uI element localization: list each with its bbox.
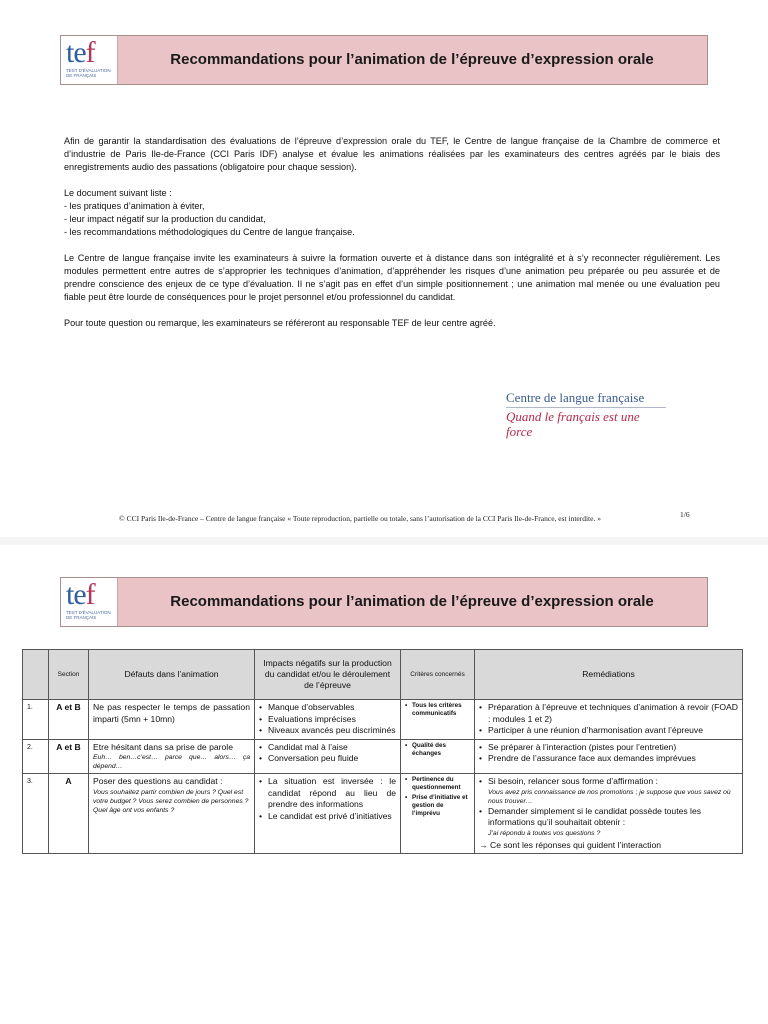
row-section: A [49,774,89,854]
list-item: - les pratiques d’animation à éviter, [64,201,205,211]
col-header-num [23,650,49,700]
intro-paragraph-3: Le Centre de langue française invite les examinateurs à suivre la formation ouverte et à distance dans son intégralité et à s’y reconnecter régulièrement. Les modules permettent entre autres de s’approprier les techniques d’animation, d’appréhender les risques d’une animation peu préparée ou peu assurée et de prendre conscience des enjeux de ce type d’évaluation. Il ne s’agit pas en effet d’un simple positionnement ; une animation mal menée ou une évaluation peu fiable peut être lourde de conséquences pour le projet personnel et/ou professionnel du candidat. [64,253,720,302]
row-defaut: Poser des questions au candidat : Vous souhaitez partir combien de jours ? Quel est votre budget ? Vous serez combien de personnes ? Quel âge ont vos enfants ? [89,774,255,854]
clf-logo: Centre de langue française Quand le français est une force [506,390,666,439]
copyright-footer: © CCI Paris Ile-de-France – Centre de langue française « Toute reproduction, partielle ou totale, sans l’autorisation de la CCI Paris Ile-de-France, est interdite. » [119,514,601,523]
table-row [23,774,743,854]
recommendations-table [22,649,743,854]
page2-header [60,577,708,627]
row-number: 3. [23,774,49,854]
row-defaut: Etre hésitant dans sa prise de parole Euh… ben…c’est… parce que… alors… ça dépend… [89,739,255,774]
intro-text [64,135,720,343]
col-header-impacts: Impacts négatifs sur la production du candidat et/ou le déroulement de l’épreuve [255,650,401,700]
table-header-row [23,650,743,700]
row-remediations: • Préparation à l’épreuve et techniques d’animation à revoir (FOAD : modules 1 et 2) • Participer à une réunion d’harmonisation avant l’épreuve [475,700,743,740]
col-header-criteres: Critères concernés [401,650,475,700]
row-remediations: • Si besoin, relancer sous forme d’affirmation : Vous avez pris connaissance de nos promotions ; je suppose que vous savez où nous trouver… • Demander simplement si le candidat possède toutes les informations qu’il souhaitait obtenir : J’ai répondu à toutes vos questions ? → Ce sont les réponses qui guident l’interaction [475,774,743,854]
row-section: A et B [49,700,89,740]
page-number: 1/6 [680,510,690,519]
row-impacts: • Candidat mal à l’aise • Conversation peu fluide [255,739,401,774]
intro-paragraph-1: Afin de garantir la standardisation des évaluations de l’épreuve d’expression orale du TEF, le Centre de langue française de la Chambre de commerce et d’industrie de Paris Ile-de-France (CCI Paris IDF) analyse et évalue les animations réalisées par les examinateurs des centres agréés par le biais des enregistrements audio des passations (obligatoire pour chaque session). [64,136,720,172]
logo-divider [506,407,666,408]
row-number: 1. [23,700,49,740]
row-criteres: • Pertinence du questionnement • Prise d’initiative et gestion de l’imprévu [401,774,475,854]
tef-logo: tef TEST D'ÉVALUATION DE FRANÇAIS [61,36,118,84]
col-header-section: Section [49,650,89,700]
intro-paragraph-4: Pour toute question ou remarque, les examinateurs se référeront au responsable TEF de leur centre agréé. [64,318,496,328]
row-impacts: • Manque d’observables • Evaluations imprécises • Niveaux avancés peu discriminés [255,700,401,740]
row-remediations: • Se préparer à l’interaction (pistes pour l’entretien) • Prendre de l’assurance face aux demandes imprévues [475,739,743,774]
list-item: - leur impact négatif sur la production du candidat, [64,214,266,224]
row-defaut: Ne pas respecter le temps de passation imparti (5mn + 10mn) [89,700,255,740]
col-header-defauts: Défauts dans l’animation [89,650,255,700]
row-criteres: • Tous les critères communicatifs [401,700,475,740]
table-row [23,700,743,740]
table-row [23,739,743,774]
page-title: Recommandations pour l’animation de l’épreuve d’expression orale [170,593,654,610]
intro-paragraph-2: Le document suivant liste : - les pratiques d’animation à éviter, - leur impact négatif sur la production du candidat, - les recommandations méthodologiques du Centre de langue française. [64,187,720,239]
row-criteres: • Qualité des échanges [401,739,475,774]
row-section: A et B [49,739,89,774]
list-item: - les recommandations méthodologiques du Centre de langue française. [64,227,355,237]
page1-header [60,35,708,85]
row-impacts: • La situation est inversée : le candidat répond au lieu de prendre des informations • Le candidat est privé d’initiatives [255,774,401,854]
page-separator [0,537,768,545]
page-title: Recommandations pour l’animation de l’épreuve d’expression orale [170,51,654,68]
row-number: 2. [23,739,49,774]
conclusion-arrow: → Ce sont les réponses qui guident l’interaction [479,839,662,850]
col-header-remediations: Remédiations [475,650,743,700]
tef-logo: tef TEST D'ÉVALUATION DE FRANÇAIS [61,578,118,626]
